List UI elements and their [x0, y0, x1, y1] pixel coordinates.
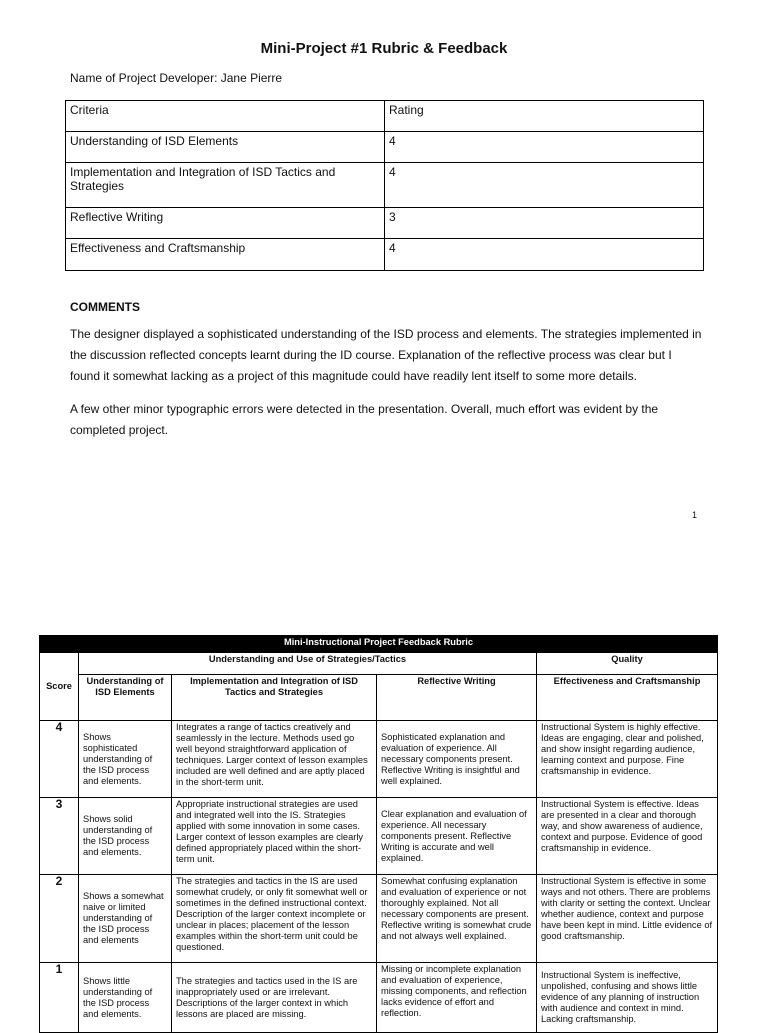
rating-cell: 4 — [385, 239, 704, 271]
rubric-cell: Sophisticated explanation and evaluation of experience. All necessary components present. Reflective Writing is insightful and well explained. — [377, 721, 537, 798]
rubric-cell: Instructional System is effective. Ideas are presented in a clear and thorough way, and show awareness of audience, context and purpose. Evidence of good craftsmanship in evidence. — [537, 798, 718, 875]
rubric-column-header-row — [40, 675, 718, 721]
col-reflective-header: Reflective Writing — [377, 675, 537, 721]
rating-cell: 4 — [385, 163, 704, 208]
developer-name: Name of Project Developer: Jane Pierre — [70, 71, 283, 85]
rubric-title: Mini-Instructional Project Feedback Rubric — [40, 636, 718, 653]
criteria-cell: Effectiveness and Craftsmanship — [66, 239, 385, 271]
rubric-cell: Shows a somewhat naive or limited understanding of the ISD process and elements — [79, 875, 172, 963]
rubric-cell: Integrates a range of tactics creatively and seamlessly in the lecture. Methods used go well beyond straightforward application of techniques. Larger context of lesson examples included are well defined and are aptly placed in the short-term unit. — [172, 721, 377, 798]
rubric-cell: Instructional System is effective in some ways and not others. There are problems with clarity or setting the context. Unclear whether audience, context and purpose have been kept in mind. Little evidence of good craftsmanship. — [537, 875, 718, 963]
criteria-cell: Implementation and Integration of ISD Tactics and Strategies — [66, 163, 385, 208]
rubric-cell: Shows solid understanding of the ISD process and elements. — [79, 798, 172, 875]
criteria-cell: Reflective Writing — [66, 208, 385, 239]
rubric-row — [40, 875, 718, 963]
rubric-row — [40, 963, 718, 1033]
rating-cell: 4 — [385, 132, 704, 163]
criteria-row — [66, 132, 704, 163]
rating-cell: 3 — [385, 208, 704, 239]
page-title: Mini-Project #1 Rubric & Feedback — [260, 40, 508, 57]
feedback-rubric-table — [39, 635, 718, 1033]
score-cell: 4 — [40, 721, 79, 798]
score-cell: 2 — [40, 875, 79, 963]
criteria-row — [66, 239, 704, 271]
criteria-row — [66, 208, 704, 239]
rubric-cell: Somewhat confusing explanation and evaluation of experience or not thoroughly explained. Not all necessary components are present. Reflective writing is somewhat crude and not always well explained. — [377, 875, 537, 963]
col-effectiveness-header: Effectiveness and Craftsmanship — [537, 675, 718, 721]
strategies-group-header: Understanding and Use of Strategies/Tactics — [79, 653, 537, 675]
criteria-cell: Understanding of ISD Elements — [66, 132, 385, 163]
rating-header: Rating — [385, 101, 704, 132]
score-cell: 1 — [40, 963, 79, 1033]
comments-paragraph-1: The designer displayed a sophisticated understanding of the ISD process and elements. The strategies implemented in the discussion reflected concepts learnt during the ID course. Explanation of the reflective process was clear but I found it somewhat lacking as a project of this magnitude could have readily lent itself to some more details. — [70, 327, 702, 383]
col-understanding-header: Understanding of ISD Elements — [79, 675, 172, 721]
rubric-cell: Shows little understanding of the ISD process and elements. — [79, 963, 172, 1033]
quality-group-header: Quality — [537, 653, 718, 675]
criteria-row — [66, 163, 704, 208]
rubric-cell: Clear explanation and evaluation of experience. All necessary components present. Reflective Writing is accurate and well explained. — [377, 798, 537, 875]
rubric-row — [40, 798, 718, 875]
rubric-cell: Instructional System is highly effective. Ideas are engaging, clear and polished, and show insight regarding audience, learning context and purpose. Fine craftsmanship in evidence. — [537, 721, 718, 798]
comments-paragraph-2: A few other minor typographic errors were detected in the presentation. Overall, much effort was evident by the completed project. — [70, 402, 659, 437]
rubric-title-row — [40, 636, 718, 653]
page-number: 1 — [692, 510, 698, 520]
score-header: Score — [40, 653, 79, 721]
rubric-cell: Missing or incomplete explanation and evaluation of experience, missing components, and reflection lacks evidence of effort and reflection. — [377, 963, 537, 1033]
rubric-row — [40, 721, 718, 798]
criteria-header: Criteria — [66, 101, 385, 132]
rubric-cell: The strategies and tactics in the IS are used somewhat crudely, or only fit somewhat well or sometimes in the defined instructional context. Description of the larger context incomplete or unclear in places; placement of the lesson examples within the short-term unit could be questioned. — [172, 875, 377, 963]
col-implementation-header: Implementation and Integration of ISD Tactics and Strategies — [172, 675, 377, 721]
criteria-table — [65, 100, 704, 271]
rubric-cell: Instructional System is ineffective, unpolished, confusing and shows little evidence of any planning of instruction with audience and context in mind. Lacking craftsmanship. — [537, 963, 718, 1033]
score-cell: 3 — [40, 798, 79, 875]
rubric-cell: Appropriate instructional strategies are used and integrated well into the IS. Strategies applied with some innovation in some cases. Larger context of lesson examples are clearly defined appropriately placed within the short-term unit. — [172, 798, 377, 875]
comments-heading: COMMENTS — [70, 300, 140, 314]
criteria-header-row — [66, 101, 704, 132]
rubric-group-row — [40, 653, 718, 675]
rubric-cell: The strategies and tactics used in the IS are inappropriately used or are irrelevant. Descriptions of the larger context in which lessons are placed are missing. — [172, 963, 377, 1033]
rubric-cell: Shows sophisticated understanding of the ISD process and elements. — [79, 721, 172, 798]
